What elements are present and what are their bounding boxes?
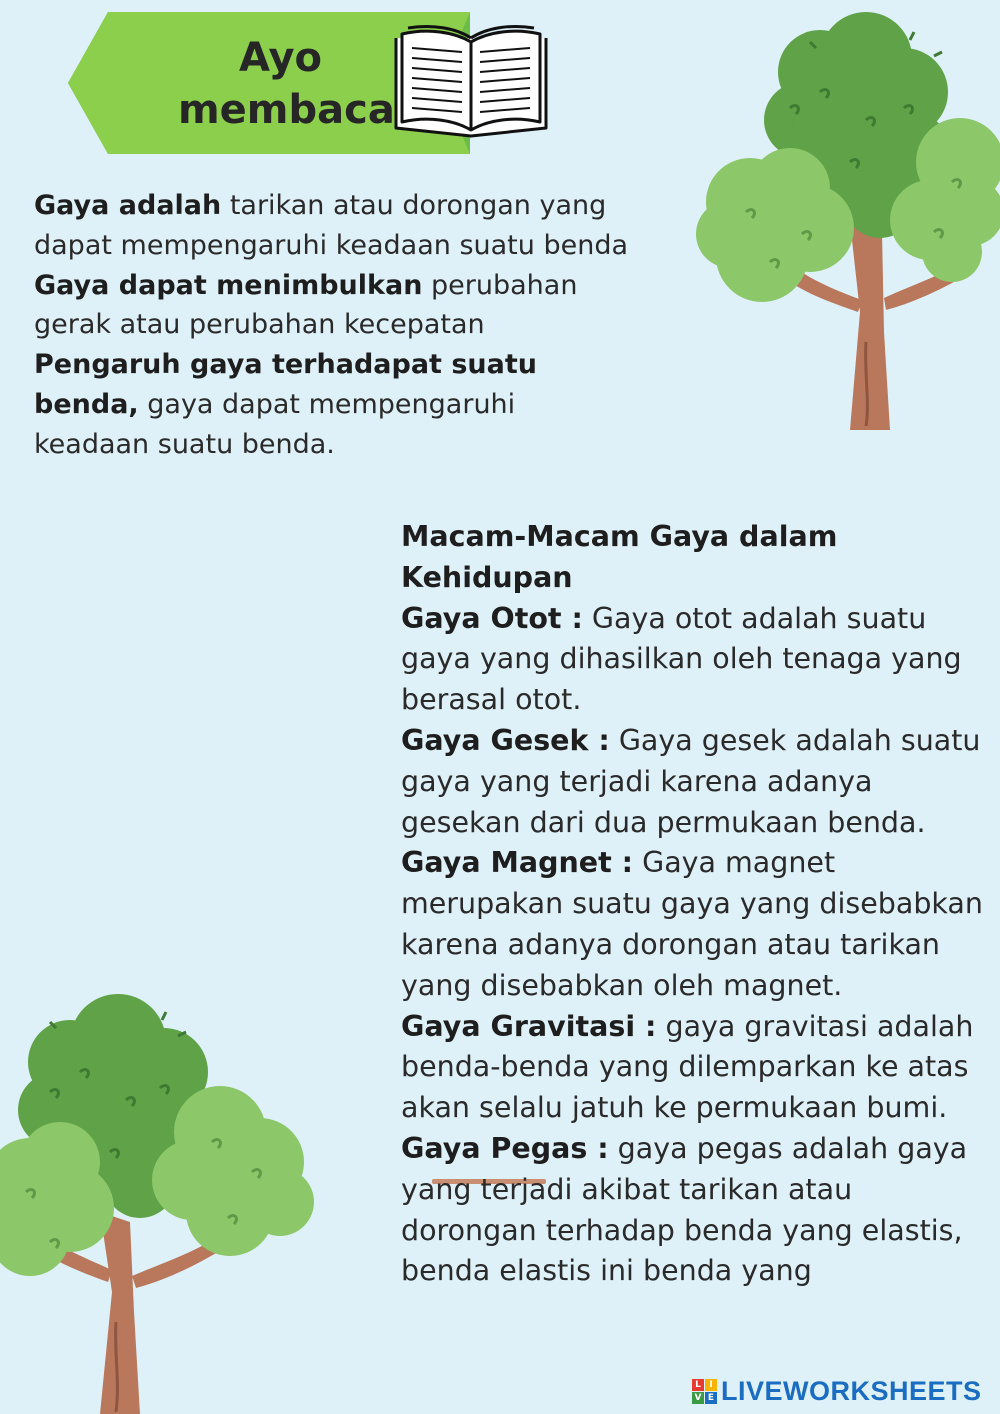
tree-illustration-top [690, 12, 1000, 432]
intro-paragraph [34, 186, 634, 266]
intro-paragraph-bold: Pengaruh gaya terhadapat suatu benda, [34, 349, 537, 420]
page-title-line1: Ayo [238, 35, 323, 81]
tree-illustration-bottom [0, 992, 320, 1414]
force-type-item [401, 721, 991, 843]
intro-paragraph-text: perubahan gerak atau perubahan kecepatan [34, 269, 578, 341]
force-type-item [401, 599, 991, 721]
force-type-name: Gaya Gesek : [401, 723, 610, 757]
intro-paragraph-bold: Gaya adalah [34, 190, 222, 221]
force-type-name: Gaya Magnet : [401, 846, 634, 880]
force-type-name: Gaya Gravitasi : [401, 1009, 657, 1043]
force-type-name: Gaya Pegas : [401, 1131, 609, 1165]
force-type-description: Gaya otot adalah suatu gaya yang dihasilkan oleh tenaga yang berasal otot. [401, 601, 962, 717]
section-heading [401, 517, 991, 599]
watermark-text: LIVEWORKSHEETS [721, 1375, 982, 1406]
intro-paragraph-text: tarikan atau dorongan yang dapat mempengaruhi keadaan suatu benda [34, 190, 629, 261]
force-type-item [401, 1007, 991, 1129]
force-type-item [401, 843, 991, 1006]
force-types-section [401, 517, 991, 1292]
intro-section [34, 186, 634, 465]
intro-paragraph-text: gaya dapat mempengaruhi keadaan suatu benda. [34, 388, 516, 460]
force-type-description: Gaya gesek adalah suatu gaya yang terjadi karena adanya gesekan dari dua permukaan benda. [401, 723, 981, 839]
intro-paragraph [34, 266, 634, 346]
force-type-description: gaya gravitasi adalah benda-benda yang dilemparkan ke atas akan selalu jatuh ke permukaan bumi. [401, 1009, 974, 1125]
intro-paragraph [34, 345, 634, 464]
open-book-icon [388, 24, 554, 140]
liveworksheets-logo-icon: L I V E [692, 1379, 717, 1404]
section-heading-text: Macam-Macam Gaya dalam Kehidupan [401, 520, 838, 594]
force-type-description: gaya pegas adalah gaya yang terjadi akibat tarikan atau dorongan terhadap benda yang elastis, benda elastis ini benda yang [401, 1131, 968, 1288]
page-title [178, 32, 395, 136]
force-type-name: Gaya Otot : [401, 601, 583, 635]
liveworksheets-watermark[interactable] [692, 1374, 982, 1408]
force-type-item [401, 1129, 991, 1292]
intro-paragraph-bold: Gaya dapat menimbulkan [34, 269, 423, 301]
page-title-line2: membaca [178, 87, 395, 133]
force-type-description: Gaya magnet merupakan suatu gaya yang disebabkan karena adanya dorongan atau tarikan yang disebabkan oleh magnet. [401, 846, 983, 1002]
